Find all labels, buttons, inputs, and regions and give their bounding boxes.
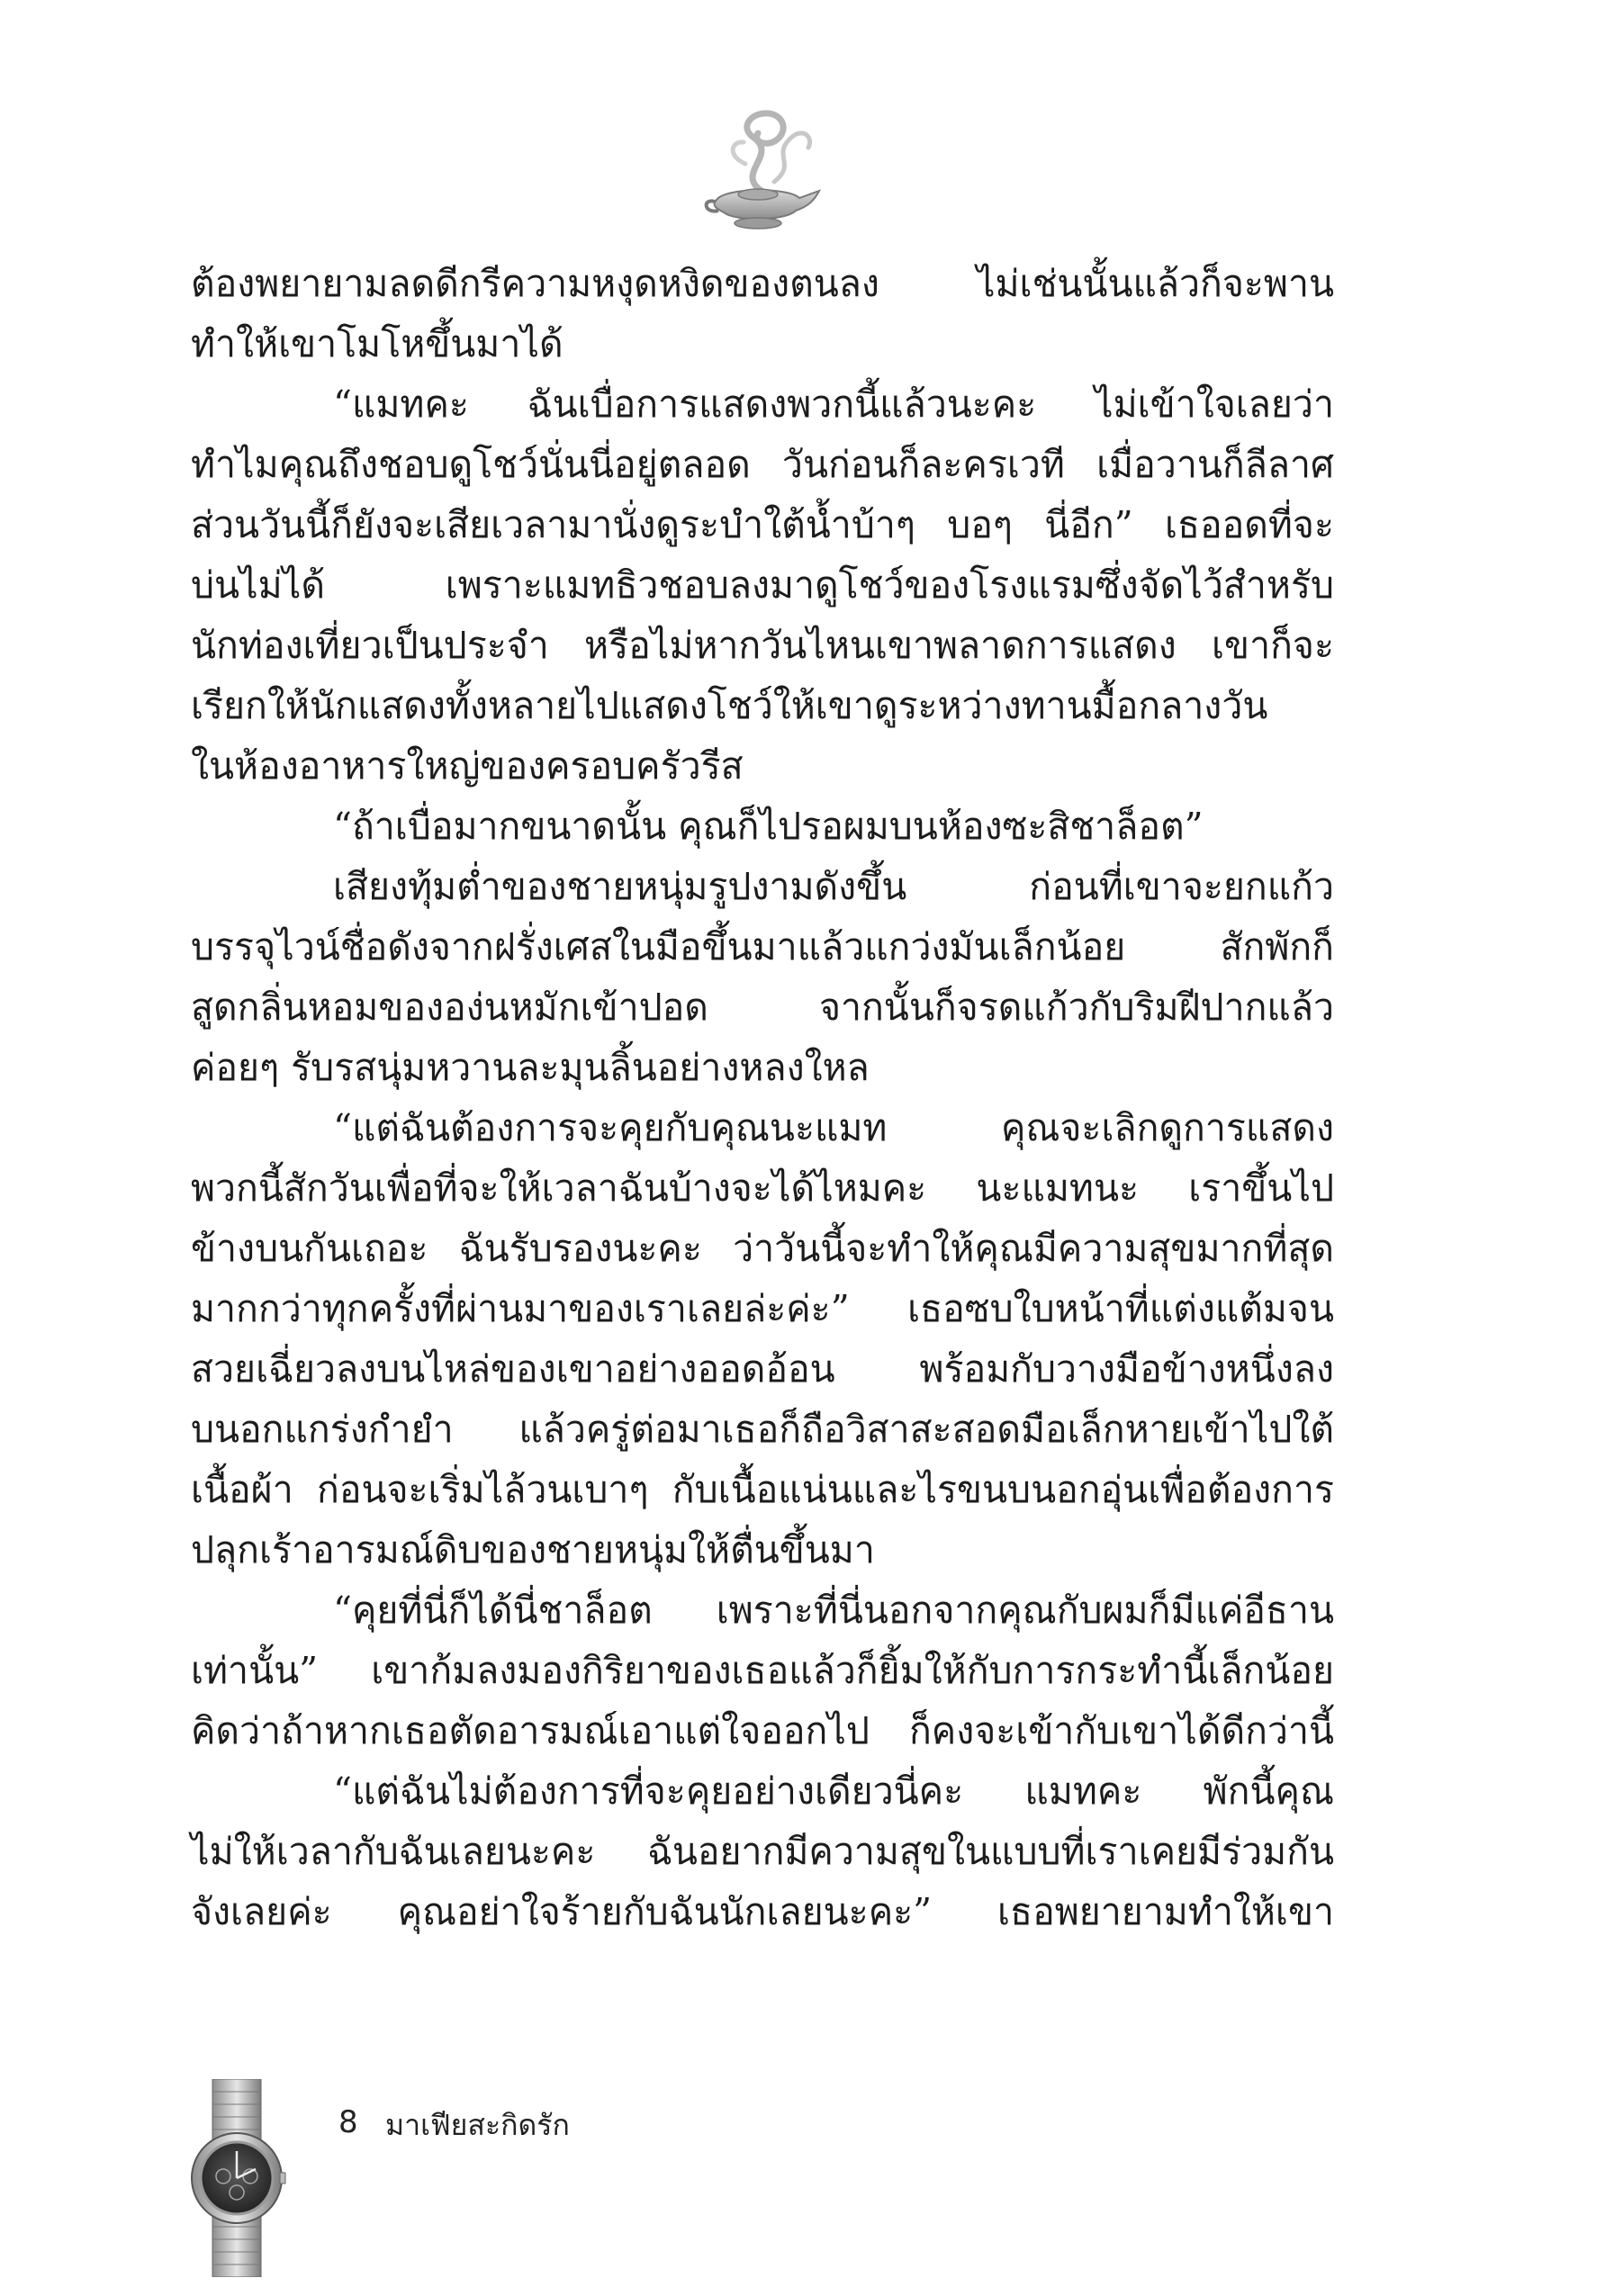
text-word: เราขึ้นไป <box>1188 1166 1334 1210</box>
text-word: แมทคะ <box>1024 1769 1142 1813</box>
text-line-content: ทำให้เขาโมโหขึ้นมาได้ <box>191 322 564 365</box>
text-line <box>191 1339 1334 1400</box>
text-line <box>191 797 1334 857</box>
text-line <box>191 435 1334 495</box>
text-word: จากนั้นก็จรดแก้วกับริมฝีปากแล้ว <box>818 986 1334 1029</box>
text-line <box>191 1460 1334 1520</box>
text-line <box>191 616 1334 676</box>
text-line <box>191 1761 1334 1822</box>
text-word: เขาก้มลงมองกิริยาของเธอแล้วก็ยิ้มให้กับการกระทำนี้เล็กน้อย <box>371 1649 1334 1692</box>
text-word: เสียงทุ้มต่ำของชายหนุ่มรูปงามดังขึ้น <box>333 865 907 908</box>
text-word: เธอพยายามทำให้เขา <box>997 1890 1334 1933</box>
text-word: สวยเฉี่ยวลงบนไหล่ของเขาอย่างออดอ้อน <box>191 1347 835 1391</box>
text-word: ไม่เช่นนั้นแล้วก็จะพาน <box>976 262 1334 305</box>
text-word: ข้างบนกันเถอะ <box>191 1227 428 1270</box>
text-word: เมื่อวานก็ลีลาศ <box>1096 443 1334 486</box>
text-word: เรียกให้นักแสดงทั้งหลายไปแสดงโชว์ให้เขาดูระหว่างทานมื้อกลางวัน <box>191 684 1268 727</box>
text-word: แล้วครู่ต่อมาเธอก็ถือวิสาสะสอดมือเล็กหายเข้าไปใต้ <box>518 1408 1334 1451</box>
text-word: ก่อนจะเริ่มไล้วนเบาๆ <box>317 1468 649 1511</box>
text-word: เท่านั้น” <box>191 1649 319 1692</box>
text-word: สักพักก็ <box>1220 925 1334 968</box>
text-word: วันก่อนก็ละครเวที <box>781 443 1065 486</box>
text-word: “แต่ฉันต้องการจะคุยกับคุณนะแมท <box>333 1106 888 1149</box>
text-line <box>191 1279 1334 1339</box>
text-line <box>191 676 1334 736</box>
text-line-content: ค่อยๆ รับรสนุ่มหวานละมุนลิ้นอย่างหลงใหล <box>191 1046 870 1089</box>
text-word: สูดกลิ่นหอมขององ่นหมักเข้าปอด <box>191 986 708 1029</box>
text-line-content: “ถ้าเบื่อมากขนาดนั้น คุณก็ไปรอผมบนห้องซะสิชาล็อต” <box>333 805 1204 848</box>
text-word: คุณจะเลิกดูการแสดง <box>1000 1106 1334 1149</box>
text-word: ก็คงจะเข้ากับเขาได้ดีกว่านี้ <box>908 1709 1334 1752</box>
text-word: คิดว่าถ้าหากเธอตัดอารมณ์เอาแต่ใจออกไป <box>191 1709 870 1752</box>
text-word: ฉันเบื่อการแสดงพวกนี้แล้วนะคะ <box>527 383 1037 426</box>
text-line <box>191 555 1334 616</box>
text-line <box>191 1882 1334 1942</box>
text-word: พวกนี้สักวันเพื่อที่จะให้เวลาฉันบ้างจะได้ไหมคะ <box>191 1166 927 1210</box>
text-word: บนอกแกร่งกำยำ <box>191 1408 454 1451</box>
page-number: 8 <box>338 2104 358 2140</box>
running-title: มาเฟียสะกิดรัก <box>385 2108 570 2142</box>
text-line <box>191 314 1334 374</box>
text-word: เธออดที่จะ <box>1164 503 1334 546</box>
text-word: เพราะที่นี่นอกจากคุณกับผมก็มีแค่อีธาน <box>716 1589 1334 1632</box>
text-word: เธอซบใบหน้าที่แต่งแต้มจน <box>907 1287 1334 1330</box>
text-line <box>191 1219 1334 1279</box>
text-word: จังเลยค่ะ <box>191 1890 332 1933</box>
text-word: ทำไมคุณถึงชอบดูโชว์นั่นนี่อยู่ตลอด <box>191 443 751 486</box>
body-text <box>191 254 1334 1942</box>
text-word: ฉันอยากมีความสุขในแบบที่เราเคยมีร่วมกัน <box>646 1830 1334 1873</box>
text-line <box>191 254 1334 314</box>
text-line <box>191 495 1334 555</box>
text-word: กับเนื้อแน่นและไรขนบนอกอุ่นเพื่อต้องการ <box>672 1468 1334 1511</box>
text-word: ส่วนวันนี้ก็ยังจะเสียเวลามานั่งดูระบำใต้น้ำบ้าๆ <box>191 503 915 546</box>
text-word: ก่อนที่เขาจะยกแก้ว <box>1029 865 1334 908</box>
text-line <box>191 374 1334 435</box>
text-word: หรือไม่หากวันไหนเขาพลาดการแสดง <box>584 624 1177 667</box>
text-word: “แมทคะ <box>333 383 469 426</box>
text-word: ฉันรับรองนะคะ <box>458 1227 702 1270</box>
text-word: บอๆ <box>947 503 1013 546</box>
text-word: นะแมทนะ <box>976 1166 1139 1210</box>
text-line <box>191 857 1334 917</box>
text-line <box>191 1158 1334 1219</box>
text-line <box>191 977 1334 1038</box>
text-word: เพราะแมทธิวชอบลงมาดูโชว์ของโรงแรมซึ่งจัดไว้สำหรับ <box>445 563 1334 607</box>
text-word: ไม่เข้าใจเลยว่า <box>1095 383 1334 426</box>
text-line <box>191 1580 1334 1641</box>
text-line <box>191 1701 1334 1761</box>
text-word: “คุยที่นี่ก็ได้นี่ชาล็อต <box>333 1589 653 1632</box>
text-line <box>191 736 1334 797</box>
text-word: นักท่องเที่ยวเป็นประจำ <box>191 624 549 667</box>
text-line-content: ปลุกเร้าอารมณ์ดิบของชายหนุ่มให้ตื่นขึ้นมา <box>191 1528 875 1571</box>
text-word: บรรจุไวน์ชื่อดังจากฝรั่งเศสในมือขึ้นมาแล้วแกว่งมันเล็กน้อย <box>191 925 1126 968</box>
text-word: คุณอย่าใจร้ายกับฉันนักเลยนะคะ” <box>397 1890 933 1933</box>
text-word: พร้อมกับวางมือข้างหนึ่งลง <box>919 1347 1334 1391</box>
text-line <box>191 1400 1334 1460</box>
text-line <box>191 917 1334 977</box>
text-word: เขาก็จะ <box>1212 624 1334 667</box>
text-word: บ่นไม่ได้ <box>191 563 325 607</box>
text-word: ต้องพยายามลดดีกรีความหงุดหงิดของตนลง <box>191 262 879 305</box>
text-line <box>191 1520 1334 1580</box>
text-word: “แต่ฉันไม่ต้องการที่จะคุยอย่างเดียวนี่คะ <box>333 1769 964 1813</box>
text-word: เนื้อผ้า <box>191 1468 293 1511</box>
text-word: ว่าวันนี้จะทำให้คุณมีความสุขมากที่สุด <box>733 1227 1334 1270</box>
text-word: มากกว่าทุกครั้งที่ผ่านมาของเราเลยล่ะค่ะ” <box>191 1287 850 1330</box>
text-line-content: ในห้องอาหารใหญ่ของครอบครัวรีส <box>191 744 744 788</box>
genie-lamp-icon <box>699 101 825 236</box>
text-line <box>191 1038 1334 1098</box>
text-line <box>191 1822 1334 1882</box>
text-word: ไม่ให้เวลากับฉันเลยนะคะ <box>191 1830 596 1873</box>
text-word: พักนี้คุณ <box>1203 1769 1334 1813</box>
text-word: นี่อีก” <box>1044 503 1133 546</box>
wristwatch-icon <box>187 2079 286 2277</box>
text-line <box>191 1641 1334 1701</box>
text-line <box>191 1098 1334 1158</box>
